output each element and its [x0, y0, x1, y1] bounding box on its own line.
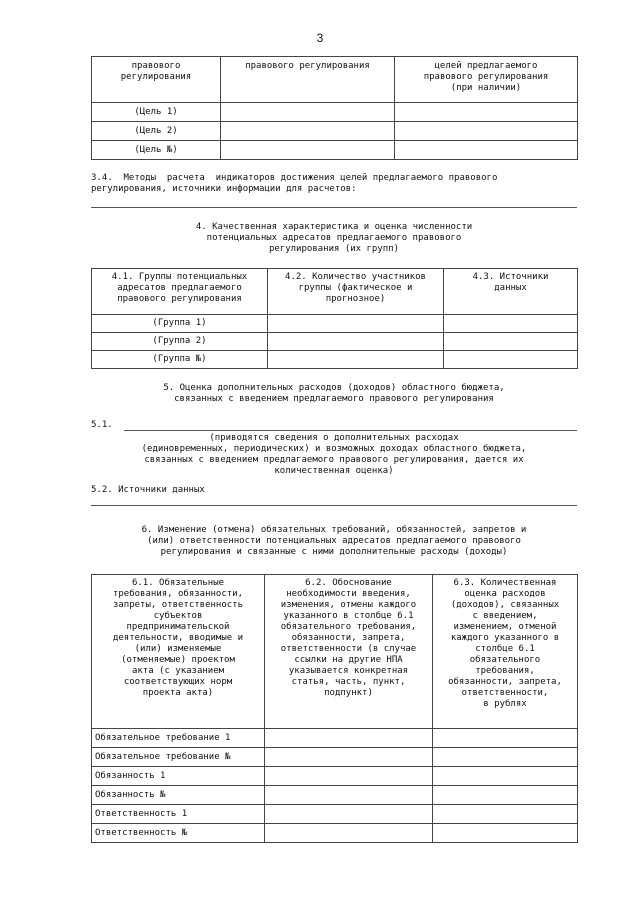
- table-cell: [444, 333, 578, 351]
- table-cell: Ответственность 1: [92, 805, 265, 824]
- table-row: [92, 729, 578, 748]
- table-row: [92, 141, 578, 160]
- table-cell: [395, 141, 578, 160]
- table-cell: Обязательное требование 1: [92, 729, 265, 748]
- fill-line: [124, 430, 577, 431]
- table-cell: Обязанность 1: [92, 767, 265, 786]
- table-cell: [433, 824, 578, 843]
- goals-table: [91, 56, 578, 160]
- table-cell: [265, 805, 433, 824]
- table-header-cell: 4.2. Количество участников группы (фактическое и прогнозное): [268, 269, 444, 315]
- table-cell: (Группа 1): [92, 315, 268, 333]
- table-cell: (Группа 2): [92, 333, 268, 351]
- table-header-cell: 6.3. Количественная оценка расходов (доходов), связанных с введением, изменением, отменой каждого указанного в столбце 6.1 обязательного требования, обязанности, запрета, ответственности, в рублях: [433, 575, 578, 729]
- table-row: [92, 351, 578, 369]
- table-header-cell: 6.2. Обоснование необходимости введения, изменения, отмены каждого указанного в столбце 6.1 обязательного требования, обязанности, запрета, ответственности (в случае ссылки на другие НПА указывается конкретная статья, часть, пункт, подпункт): [265, 575, 433, 729]
- section-4-title: 4. Качественная характеристика и оценка численности потенциальных адресатов предлагаемого правового регулирования (их групп): [195, 222, 473, 254]
- table-cell: (Цель №): [92, 141, 221, 160]
- table-row: [92, 824, 578, 843]
- table-cell: [395, 103, 578, 122]
- table-cell: (Группа №): [92, 351, 268, 369]
- table-header-cell: правового регулирования: [221, 57, 395, 103]
- table-cell: [265, 786, 433, 805]
- table-cell: [395, 122, 578, 141]
- table-cell: [221, 122, 395, 141]
- item-5-1-note: (приводятся сведения о дополнительных расходах (единовременных, периодических) и возможных доходах областного бюджета, связанных с введением предлагаемого правового регулирования, дается их количественная оценка): [141, 433, 527, 476]
- table-cell: [268, 333, 444, 351]
- table-row: [92, 767, 578, 786]
- table-header-cell: целей предлагаемого правового регулирования (при наличии): [395, 57, 578, 103]
- table-row: [92, 805, 578, 824]
- table-cell: [433, 729, 578, 748]
- table-cell: [265, 824, 433, 843]
- item-5-1-label: 5.1.: [91, 420, 113, 430]
- table-cell: Ответственность №: [92, 824, 265, 843]
- table-cell: [265, 748, 433, 767]
- table-cell: [268, 315, 444, 333]
- section-6-title: 6. Изменение (отмена) обязательных требований, обязанностей, запретов и (или) ответственности потенциальных адресатов предлагаемого правового регулирования и связанные с ними дополнительные расходы (доходы): [141, 525, 527, 557]
- table-cell: [265, 767, 433, 786]
- table-cell: [444, 315, 578, 333]
- table-cell: Обязательное требование №: [92, 748, 265, 767]
- item-5-2-label: 5.2. Источники данных: [91, 485, 205, 495]
- table-row: [92, 333, 578, 351]
- table-row: [92, 103, 578, 122]
- table-cell: [268, 351, 444, 369]
- fill-line: [91, 207, 577, 208]
- table-cell: [221, 141, 395, 160]
- table-header-cell: правового регулирования: [92, 57, 221, 103]
- table-cell: [221, 103, 395, 122]
- fill-line: [91, 505, 577, 506]
- section-5-title: 5. Оценка дополнительных расходов (доходов) областного бюджета, связанных с введением предлагаемого правового регулирования: [163, 383, 505, 404]
- table-row: [92, 786, 578, 805]
- table-cell: Обязанность №: [92, 786, 265, 805]
- section-3-4-line-2: регулирования, источники информации для расчетов:: [91, 184, 357, 194]
- table-row: [92, 748, 578, 767]
- table-cell: (Цель 2): [92, 122, 221, 141]
- page-number: 3: [316, 31, 324, 45]
- table-cell: [265, 729, 433, 748]
- table-header-cell: 4.1. Группы потенциальных адресатов предлагаемого правового регулирования: [92, 269, 268, 315]
- groups-table: [91, 268, 578, 369]
- section-3-4-line-1: 3.4. Методы расчета индикаторов достижения целей предлагаемого правового: [91, 173, 498, 183]
- table-header-cell: 4.3. Источники данных: [444, 269, 578, 315]
- table-row: [92, 315, 578, 333]
- table-cell: [433, 767, 578, 786]
- table-cell: [433, 805, 578, 824]
- table-cell: (Цель 1): [92, 103, 221, 122]
- table-row: [92, 122, 578, 141]
- table-header-cell: 6.1. Обязательные требования, обязанности, запреты, ответственность субъектов предпринимательской деятельности, вводимые и (или) изменяемые (отменяемые) проектом акта (с указанием соответствующих норм проекта акта): [92, 575, 265, 729]
- table-cell: [444, 351, 578, 369]
- table-cell: [433, 748, 578, 767]
- requirements-table: [91, 574, 578, 843]
- table-cell: [433, 786, 578, 805]
